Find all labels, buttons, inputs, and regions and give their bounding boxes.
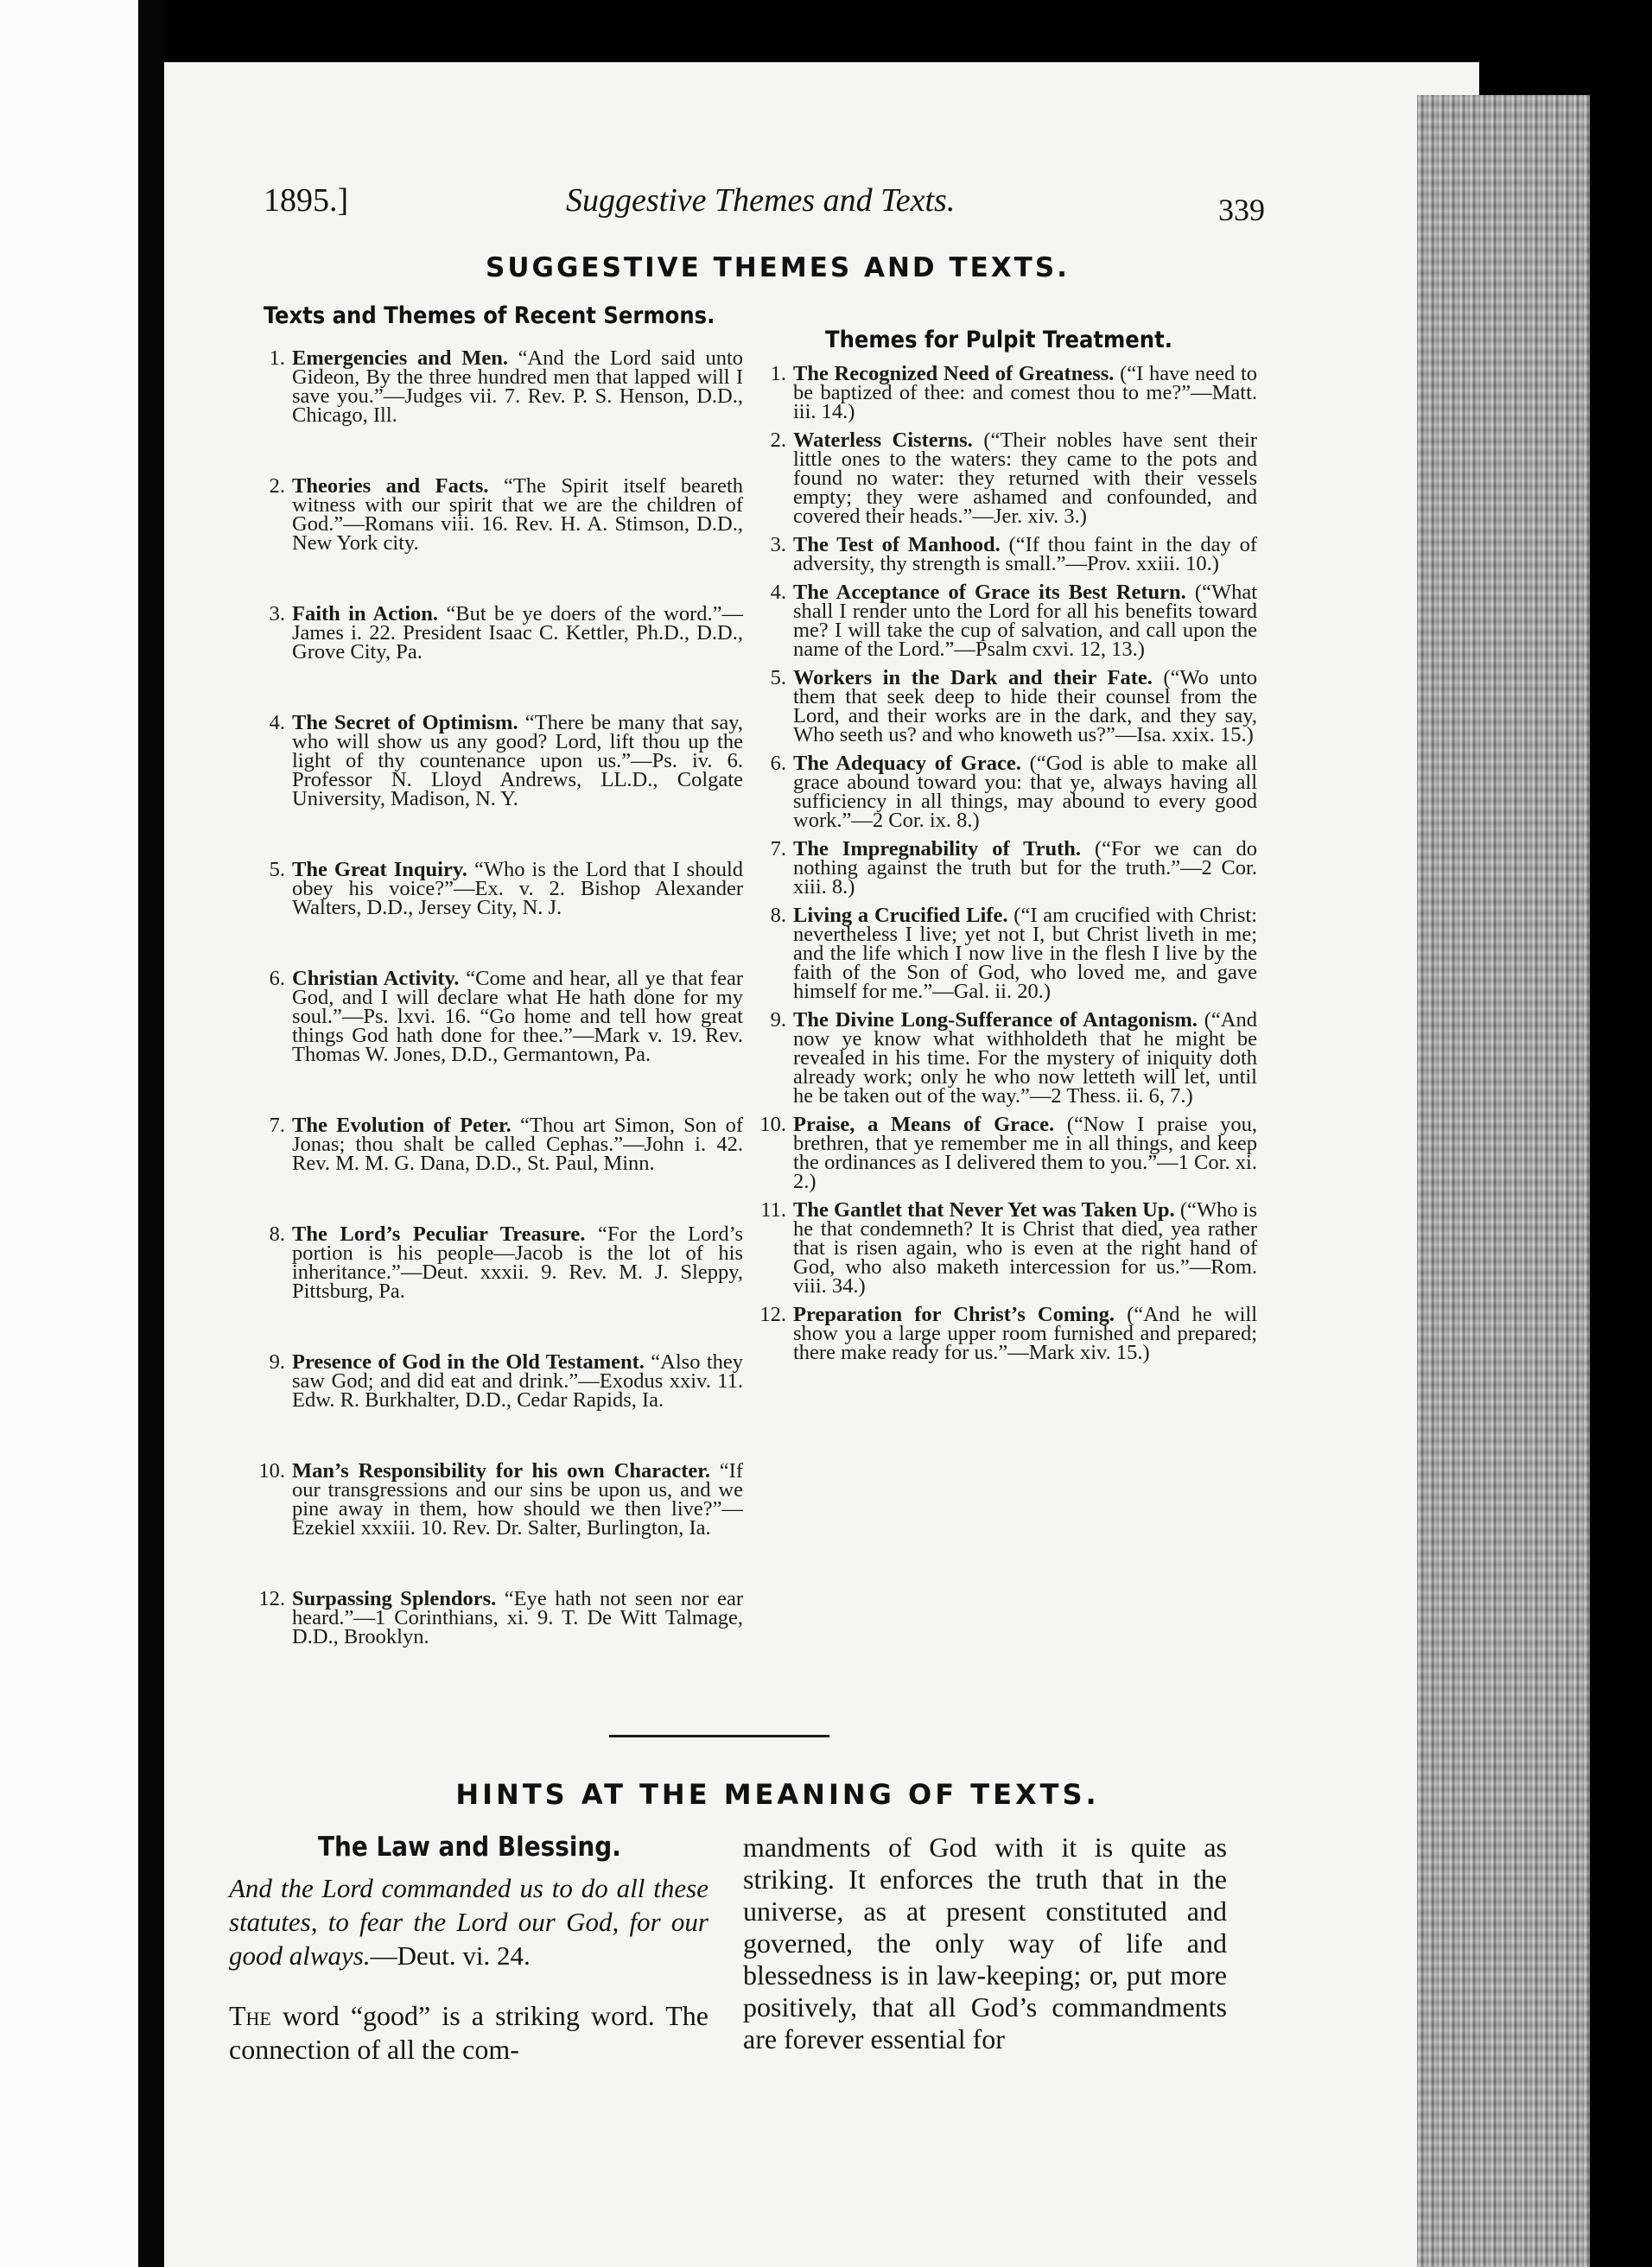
theme-entry bbox=[752, 431, 1257, 526]
page-stack-edge bbox=[1417, 95, 1590, 2267]
entry-text: “And the Lord said unto Gideon, By the three hundred men that lapped will I save you.”—Judges vii. 7. Rev. P. S. Henson, D.D., Chicago, Ill. bbox=[292, 346, 744, 427]
entry-title: Presence of God in the Old Testament. bbox=[292, 1350, 645, 1374]
entry-title: Workers in the Dark and their Fate. bbox=[793, 666, 1153, 689]
theme-entry bbox=[251, 1350, 744, 1412]
theme-entry bbox=[251, 474, 743, 555]
entry-title: The Evolution of Peter. bbox=[292, 1114, 511, 1137]
hint-body-left-column bbox=[229, 1999, 708, 2067]
theme-entry bbox=[752, 583, 1257, 659]
verse-text: And the Lord commanded us to do all these statutes, to fear the Lord our God, for our good always. bbox=[229, 1873, 708, 1971]
entry-title: The Great Inquiry. bbox=[292, 858, 467, 881]
section-divider-rule bbox=[609, 1735, 829, 1737]
entry-title: The Impregnability of Truth. bbox=[793, 837, 1082, 860]
scan-right-border bbox=[1590, 0, 1652, 2267]
hints-section-title: HINTS AT THE MEANING OF TEXTS. bbox=[455, 1778, 1100, 1811]
entry-text: “Also they saw God; and did eat and drink.”—Exodus xxiv. 11. Edw. R. Burkhalter, D.D., Cedar Rapids, Ia. bbox=[292, 1350, 744, 1412]
entry-text: “For the Lord’s portion is his people—Jacob is the lot of his inheritance.”—Deut. xxxii. 9. Rev. M. J. Sleppy, Pittsburg, Pa. bbox=[292, 1222, 744, 1303]
entry-title: The Test of Manhood. bbox=[793, 533, 1001, 556]
theme-entry bbox=[752, 666, 1257, 746]
entry-number: 5. bbox=[269, 858, 285, 881]
entry-number: 10. bbox=[759, 1113, 786, 1136]
theme-entry bbox=[251, 602, 744, 664]
entry-text: (“Wo unto them that seek deep to hide their counsel from the Lord, and their works are in the dark, and they say, Who seeth us? and who knoweth us?”—Isa. xxix. 15.) bbox=[793, 666, 1257, 746]
scan-top-border bbox=[164, 0, 1652, 62]
entry-number: 4. bbox=[269, 711, 285, 734]
entry-title: Emergencies and Men. bbox=[292, 346, 508, 370]
entry-number: 10. bbox=[258, 1459, 285, 1483]
entry-number: 12. bbox=[759, 1303, 786, 1326]
entry-title: The Adequacy of Grace. bbox=[793, 752, 1021, 775]
right-column-heading: Themes for Pulpit Treatment. bbox=[825, 327, 1172, 353]
entry-text: “Eye hath not seen nor ear heard.”—1 Corinthians, xi. 9. T. De Witt Talmage, D.D., Brooklyn. bbox=[292, 1587, 743, 1648]
entry-number: 3. bbox=[269, 602, 285, 625]
theme-entry bbox=[752, 362, 1257, 423]
entry-number: 8. bbox=[269, 1222, 285, 1246]
entry-number: 5. bbox=[770, 666, 786, 689]
entry-text: (“Their nobles have sent their little ones to the waters: they came to the pots and found no water: they returned with their vessels empty; they were ashamed and confounded, and covered their heads.”—Jer. xiv. 3.) bbox=[793, 429, 1257, 528]
theme-entry bbox=[752, 837, 1258, 899]
entry-number: 7. bbox=[770, 837, 786, 860]
theme-entry bbox=[752, 906, 1257, 1001]
entry-title: Man’s Responsibility for his own Character. bbox=[292, 1459, 710, 1483]
entry-number: 12. bbox=[258, 1587, 285, 1610]
theme-entry bbox=[251, 969, 743, 1064]
entry-title: Preparation for Christ’s Coming. bbox=[793, 1303, 1115, 1326]
theme-entry bbox=[752, 1198, 1258, 1298]
theme-entry bbox=[752, 1305, 1257, 1362]
entry-title: The Divine Long-Sufferance of Antagonism. bbox=[793, 1008, 1198, 1032]
body-left-text: word “good” is a striking word. The connection of all the com- bbox=[229, 2000, 709, 2065]
entry-number: 6. bbox=[770, 752, 786, 775]
theme-entry bbox=[251, 1587, 743, 1648]
entry-title: The Recognized Need of Greatness. bbox=[793, 362, 1115, 385]
entry-text: (“God is able to make all grace abound toward you: that ye, always having all sufficiency in all things, may abound to every good work.”—2 Cor. ix. 8.) bbox=[793, 752, 1257, 832]
entry-number: 11. bbox=[760, 1198, 786, 1222]
entry-text: (“Who is he that condemneth? It is Christ that died, yea rather that is risen again, who is even at the right hand of God, who also maketh intercession for us.”—Rom. viii. 34.) bbox=[793, 1198, 1258, 1298]
entry-number: 2. bbox=[269, 474, 285, 498]
entry-number: 8. bbox=[770, 904, 786, 927]
theme-entry bbox=[752, 754, 1257, 830]
theme-entry bbox=[251, 1116, 743, 1173]
entry-title: The Secret of Optimism. bbox=[292, 711, 518, 734]
entry-text: “But be ye doers of the word.”—James i. 22. President Isaac C. Kettler, Ph.D., D.D., Grove City, Pa. bbox=[292, 602, 744, 664]
entry-text: (“What shall I render unto the Lord for all his benefits toward me? I will take the cup of salvation, and call upon the name of the Lord.”—Psalm cxvi. 12, 13.) bbox=[793, 581, 1257, 661]
entry-text: (“I am crucified with Christ: nevertheless I live; yet not I, but Christ liveth in me; and the life which I now live in the flesh I live by the faith of the Son of God, who loved me, and gave himself for me.”—Gal. ii. 20.) bbox=[793, 904, 1258, 1003]
entry-number: 4. bbox=[770, 581, 786, 604]
entry-number: 3. bbox=[770, 533, 786, 556]
hint-body-right-column: mandments of God with it is quite as striking. It enforces the truth that in the universe, as at present constituted and governed, the only way of life and blessedness is in law-keeping; or, put more positively, that all God’s commandments are forever essential for bbox=[743, 1832, 1227, 2054]
entry-text: “There be many that say, who will show us any good? Lord, lift thou up the light of thy countenance upon us.”—Ps. iv. 6. Professor N. Lloyd Andrews, LL.D., Colgate University, Madison, N. Y. bbox=[292, 711, 743, 810]
entry-title: The Lord’s Peculiar Treasure. bbox=[292, 1222, 586, 1246]
entry-number: 9. bbox=[269, 1350, 285, 1374]
theme-entry bbox=[752, 1115, 1257, 1191]
entry-text: (“If thou faint in the day of adversity, thy strength is small.”—Prov. xxiii. 10.) bbox=[793, 533, 1258, 575]
entry-number: 1. bbox=[770, 362, 786, 385]
entry-text: (“I have need to be baptized of thee: and comest thou to me?”—Matt. iii. 14.) bbox=[793, 362, 1257, 423]
theme-entry bbox=[251, 711, 743, 810]
entry-title: Theories and Facts. bbox=[292, 474, 489, 498]
entry-title: Living a Crucified Life. bbox=[793, 904, 1008, 927]
entry-text: “If our transgressions and our sins be upon us, and we pine away in them, how should we then live?”—Ezekiel xxxiii. 10. Rev. Dr. Salter, Burlington, Ia. bbox=[292, 1459, 743, 1540]
theme-entry bbox=[752, 533, 1258, 575]
entry-number: 1. bbox=[269, 346, 285, 370]
entry-number: 7. bbox=[269, 1114, 285, 1137]
entry-text: (“Now I praise you, brethren, that ye remember me in all things, and keep the ordinances as I delivered them to you.”—1 Cor. xi. 2.) bbox=[793, 1113, 1257, 1193]
entry-title: Christian Activity. bbox=[292, 967, 460, 990]
entry-title: The Gantlet that Never Yet was Taken Up. bbox=[793, 1198, 1175, 1222]
header-running-title: Suggestive Themes and Texts. bbox=[566, 182, 956, 219]
pulpit-themes-list bbox=[752, 362, 1258, 1372]
left-column-heading: Texts and Themes of Recent Sermons. bbox=[264, 302, 715, 329]
entry-text: (“And now ye know what withholdeth that he might be revealed in his time. For the mystery of iniquity doth already work; only he who now letteth will let, until he be taken out of the way.”—2 Thess. ii. 6, 7.) bbox=[793, 1008, 1257, 1108]
recent-sermons-list bbox=[251, 346, 744, 1699]
section-title: SUGGESTIVE THEMES AND TEXTS. bbox=[486, 252, 1070, 283]
entry-text: (“And he will show you a large upper room furnished and prepared; there make ready for us.”—Mark xiv. 15.) bbox=[793, 1303, 1257, 1364]
theme-entry bbox=[251, 860, 743, 918]
theme-entry bbox=[251, 1222, 744, 1303]
entry-title: Surpassing Splendors. bbox=[292, 1587, 497, 1610]
facing-page-margin bbox=[0, 0, 138, 2267]
verse-reference: —Deut. vi. 24. bbox=[370, 1940, 531, 1971]
hint-subtitle: The Law and Blessing. bbox=[318, 1832, 621, 1863]
hint-verse bbox=[229, 1871, 708, 1972]
book-spine-shadow bbox=[138, 0, 164, 2267]
header-year: 1895.] bbox=[264, 182, 349, 219]
entry-text: “Thou art Simon, Son of Jonas; thou shalt be called Cephas.”—John i. 42. Rev. M. M. G. Dana, D.D., St. Paul, Minn. bbox=[292, 1114, 743, 1175]
entry-text: “Come and hear, all ye that fear God, and I will declare what He hath done for my soul.”—Ps. lxvi. 16. “Go home and tell how great things God hath done for thee.”—Mark v. 19. Rev. Thomas W. Jones, D.D., Germantown, Pa. bbox=[292, 967, 744, 1066]
theme-entry bbox=[251, 346, 744, 427]
page-number: 339 bbox=[1218, 193, 1265, 227]
running-header bbox=[264, 181, 1266, 233]
entry-title: Praise, a Means of Grace. bbox=[793, 1113, 1055, 1136]
entry-title: Waterless Cisterns. bbox=[793, 429, 973, 452]
entry-title: Faith in Action. bbox=[292, 602, 439, 625]
theme-entry bbox=[251, 1459, 743, 1540]
entry-number: 2. bbox=[770, 429, 786, 452]
body-lead-word: The bbox=[229, 2000, 271, 2031]
entry-text: (“For we can do nothing against the truth but for the truth.”—2 Cor. xiii. 8.) bbox=[793, 837, 1258, 899]
entry-number: 6. bbox=[269, 967, 285, 990]
entry-title: The Acceptance of Grace its Best Return. bbox=[793, 581, 1186, 604]
entry-text: “Who is the Lord that I should obey his voice?”—Ex. v. 2. Bishop Alexander Walters, D.D., Jersey City, N. J. bbox=[292, 858, 744, 919]
theme-entry bbox=[752, 1008, 1257, 1108]
entry-text: “The Spirit itself beareth witness with our spirit that we are the children of God.”—Romans viii. 16. Rev. H. A. Stimson, D.D., New York city. bbox=[292, 474, 743, 555]
entry-number: 9. bbox=[770, 1008, 786, 1032]
